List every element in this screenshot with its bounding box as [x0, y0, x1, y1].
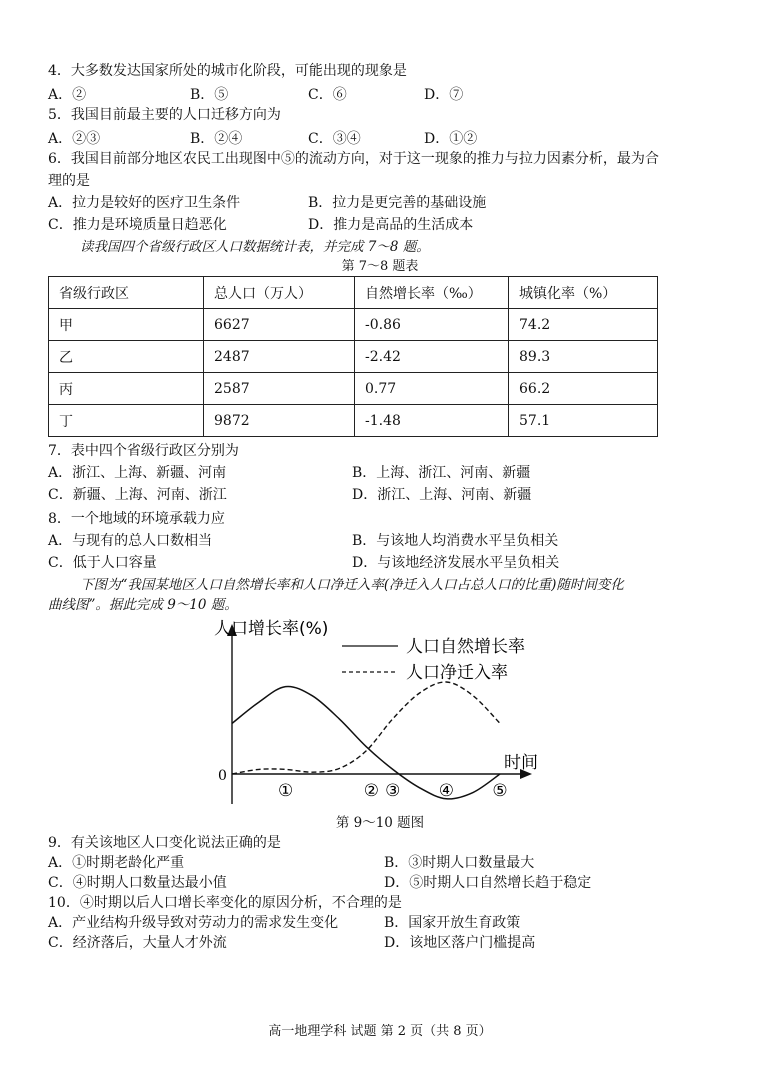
table-cell: 丙: [49, 373, 204, 405]
period-label-4: ④: [438, 781, 455, 801]
table-cell: -1.48: [355, 405, 509, 437]
q4-option-d[interactable]: D．⑦: [424, 87, 464, 103]
table-cell: 9872: [204, 405, 355, 437]
table-cell: -2.42: [355, 341, 509, 373]
q5-option-b[interactable]: B．②④: [190, 131, 243, 147]
population-table: [48, 276, 658, 437]
table-cell: 6627: [204, 309, 355, 341]
q7-option-d[interactable]: D．浙江、上海、河南、新疆: [352, 487, 532, 503]
q10-option-b[interactable]: B．国家开放生育政策: [384, 915, 521, 931]
period-labels: [278, 781, 508, 801]
table-cell: 甲: [49, 309, 204, 341]
question-10-stem: 10．④时期以后人口增长率变化的原因分析，不合理的是: [48, 895, 402, 911]
q4-option-c[interactable]: C．⑥: [308, 87, 347, 103]
table-row: [49, 341, 658, 373]
intro-7-8: 读我国四个省级行政区人口数据统计表，并完成 7～8 题。: [80, 239, 430, 255]
q6-option-a[interactable]: A．拉力是较好的医疗卫生条件: [48, 195, 241, 211]
period-label-2: ②: [363, 781, 380, 801]
table-header-cell: 自然增长率（‰）: [355, 277, 509, 309]
question-5-stem: 5．我国目前最主要的人口迁移方向为: [48, 107, 281, 123]
q7-option-a[interactable]: A．浙江、上海、新疆、河南: [48, 465, 227, 481]
q4-option-a[interactable]: A．②: [48, 87, 87, 103]
question-6-stem-line1: 6．我国目前部分地区农民工出现图中⑤的流动方向，对于这一现象的推力与拉力因素分析，最为合: [48, 151, 659, 167]
table-cell: 0.77: [355, 373, 509, 405]
q8-option-c[interactable]: C．低于人口容量: [48, 555, 157, 571]
question-8-stem: 8．一个地域的环境承载力应: [48, 511, 225, 527]
question-7-stem: 7．表中四个省级行政区分别为: [48, 443, 239, 459]
table-cell: 丁: [49, 405, 204, 437]
q9-option-a[interactable]: A．①时期老龄化严重: [48, 855, 185, 871]
q10-option-a[interactable]: A．产业结构升级导致对劳动力的需求发生变化: [48, 915, 339, 931]
table-header-cell: 省级行政区: [49, 277, 204, 309]
q8-option-a[interactable]: A．与现有的总人口数相当: [48, 533, 213, 549]
intro-9-10-line2: 曲线图”。据此完成 9～10 题。: [48, 597, 238, 613]
table-row: [49, 373, 658, 405]
q9-option-b[interactable]: B．③时期人口数量最大: [384, 855, 535, 871]
question-9-stem: 9．有关该地区人口变化说法正确的是: [48, 835, 281, 851]
table-cell: 2487: [204, 341, 355, 373]
table-cell: 乙: [49, 341, 204, 373]
series-line-net-migration: [232, 682, 500, 774]
q4-option-b[interactable]: B．⑤: [190, 87, 229, 103]
q9-option-d[interactable]: D．⑤时期人口自然增长趋于稳定: [384, 875, 592, 891]
intro-9-10-line1: 下图为“我国某地区人口自然增长率和人口净迁入率(净迁入人口占总人口的比重)随时间变化: [80, 577, 624, 593]
population-growth-chart: [200, 612, 560, 838]
q8-option-d[interactable]: D．与该地经济发展水平呈负相关: [352, 555, 560, 571]
legend-net-migration: 人口净迁入率: [406, 663, 508, 683]
origin-label: 0: [218, 768, 227, 784]
table-cell: 2587: [204, 373, 355, 405]
legend-natural-growth: 人口自然增长率: [406, 637, 525, 657]
q6-option-d[interactable]: D．推力是高品的生活成本: [308, 217, 474, 233]
q10-option-c[interactable]: C．经济落后，大量人才外流: [48, 935, 227, 951]
q6-option-c[interactable]: C．推力是环境质量日趋恶化: [48, 217, 227, 233]
table-header-cell: 城镇化率（%）: [509, 277, 658, 309]
q7-option-c[interactable]: C．新疆、上海、河南、浙江: [48, 487, 227, 503]
period-label-3: ③: [385, 781, 401, 801]
question-5-options: [0, 128, 760, 146]
q6-option-b[interactable]: B．拉力是更完善的基础设施: [308, 195, 487, 211]
q8-option-b[interactable]: B．与该地人均消费水平呈负相关: [352, 533, 559, 549]
table-row: [49, 309, 658, 341]
period-label-1: ①: [277, 781, 294, 801]
period-label-5: ⑤: [492, 781, 508, 801]
question-6-stem-line2: 理的是: [48, 173, 90, 189]
table-cell: -0.86: [355, 309, 509, 341]
q9-option-c[interactable]: C．④时期人口数量达最小值: [48, 875, 227, 891]
x-axis-label: 时间: [504, 753, 538, 773]
table-cell: 66.2: [509, 373, 658, 405]
q5-option-d[interactable]: D．①②: [424, 131, 478, 147]
table-caption: 第 7～8 题表: [341, 259, 419, 274]
table-header-cell: 总人口（万人）: [204, 277, 355, 309]
table-header-row: [49, 277, 658, 309]
q5-option-c[interactable]: C．③④: [308, 131, 361, 147]
q7-option-b[interactable]: B．上海、浙江、河南、新疆: [352, 465, 531, 481]
q10-option-d[interactable]: D．该地区落户门槛提高: [384, 935, 536, 951]
table-cell: 57.1: [509, 405, 658, 437]
question-4-options: [0, 84, 760, 102]
y-axis-label: 人口增长率(%): [214, 619, 329, 639]
page-footer: 高一地理学科 试题 第 2 页（共 8 页）: [268, 1024, 492, 1039]
table-cell: 74.2: [509, 309, 658, 341]
chart-caption: 第 9～10 题图: [335, 815, 425, 831]
table-row: [49, 405, 658, 437]
question-4-stem: 4．大多数发达国家所处的城市化阶段，可能出现的现象是: [48, 63, 407, 79]
table-cell: 89.3: [509, 341, 658, 373]
q5-option-a[interactable]: A．②③: [48, 131, 101, 147]
